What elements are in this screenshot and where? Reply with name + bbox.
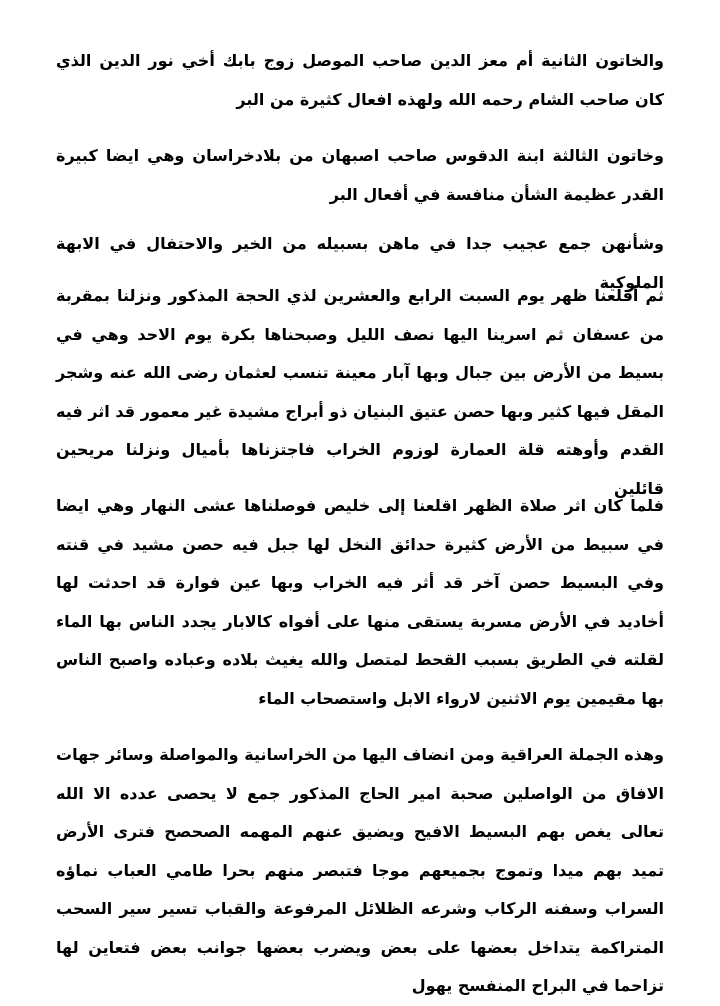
paragraph-4: ثم أقلعنا ظهر يوم السبت الرابع والعشرين لذي الحجة المذكور ونزلنا بمقربة من عسفان ثم اسرينا اليها نصف الليل وصبحناها بكرة يوم الاحد وهي في بسيط من الأرض بين جبال وبها آبار معينة تنسب لعثمان رضى الله عنه وشجر المقل فيها كثير وبها حصن عتيق البنيان ذو أبراج مشيدة غير معمور قد اثر فيه القدم وأوهته قلة العمارة لوزوم الخراب فاجتزناها بأميال ونزلنا مريحين قائلين <box>56 286 664 498</box>
paragraph-2: وخاتون الثالثة ابنة الدقوس صاحب اصبهان من بلادخراسان وهي ايضا كبيرة القدر عظيمة الشأن منافسة في أفعال البر <box>56 146 664 204</box>
paragraph-5: فلما كان اثر صلاة الظهر اقلعنا إلى خليص فوصلناها عشى النهار وهي ايضا في سبيط من الأرض كثيرة حدائق النخل لها جبل فيه حصن مشيد في قنته وفي البسيط حصن آخر قد أثر فيه الخراب وبها عين فوارة قد احدثت لها أخاديد في الأرض مسربة يستقى منها على أفواه كالابار يجدد الناس بها الماء لقلته في الطريق بسبب القحط لمتصل والله يغيث بلاده وعباده واصبح الناس بها مقيمين يوم الاثنين لارواء الابل واستصحاب الماء <box>56 496 664 708</box>
paragraph-1: والخاتون الثانية أم معز الدين صاحب الموصل زوج بابك أخي نور الدين الذي كان صاحب الشام رحمه الله ولهذه افعال كثيرة من البر <box>56 51 664 109</box>
paragraph-3: وشأنهن جمع عجيب جدا في ماهن بسبيله من الخير والاحتفال في الابهة الملوكية <box>56 234 664 292</box>
paragraph-6: وهذه الجملة العراقية ومن انضاف اليها من الخراسانية والمواصلة وسائر جهات الافاق من الواصلين صحبة امير الحاج المذكور جمع لا يحصى عدده الا الله تعالى يغص بهم البسيط الافيح ويضيق عنهم المهمه الصحصح فترى الأرض تميد بهم ميدا وتموج بجميعهم موجا فتبصر منهم بحرا طامي العباب نماؤه السراب وسفنه الركاب وشرعه الظلائل المرفوعة والقباب تسير سير السحب المتراكمة يتداخل بعضها على بعض ويضرب بعضها جوانب بعض فتعاين لها تزاحما في البراح المنفسح يهول <box>56 745 664 995</box>
